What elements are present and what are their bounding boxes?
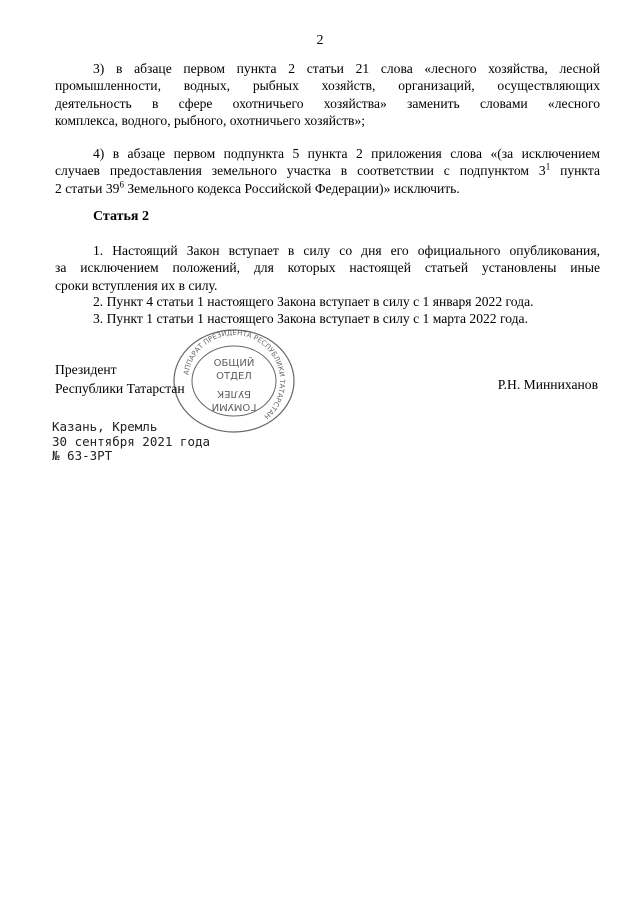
text-span: случаев предоставления земельного участка в соответствии с подпунктом 3 xyxy=(55,163,546,179)
paragraph-line: за исключением положений, для которых настоящей статьей установлены иные xyxy=(55,260,600,276)
paragraph-line xyxy=(55,180,600,197)
stamp-ring-text: АППАРАТ ПРЕЗИДЕНТА РЕСПУБЛИКИ ТАТАРСТАН xyxy=(182,328,287,421)
paragraph-item-3 xyxy=(55,60,600,129)
paragraph-line: 4) в абзаце первом подпункта 5 пункта 2 приложения слова «(за исключением xyxy=(93,146,600,161)
article-item-1 xyxy=(55,242,600,294)
stamp-line-inverted: БУЛЕК xyxy=(217,388,251,399)
stamp-line-inverted: ГОМУМИ xyxy=(211,401,257,412)
text-span: Земельного кодекса Российской Федерации)» исключить. xyxy=(123,180,460,196)
stamp-line: ОБЩИЙ xyxy=(213,358,255,369)
paragraph-line: комплекса, водного, рыбного, охотничьего хозяйств»; xyxy=(55,112,366,128)
document-meta xyxy=(52,420,210,464)
text-span: 2 статьи 39 xyxy=(55,180,120,196)
text-span: пункта xyxy=(550,163,600,179)
signatory-name: Р.Н. Минниханов xyxy=(497,377,598,392)
signature-role xyxy=(55,360,185,398)
paragraph-line: сроки вступления их в силу. xyxy=(55,277,218,293)
signature-role-line: Республики Татарстан xyxy=(55,381,185,396)
meta-place: Казань, Кремль xyxy=(52,419,158,434)
superscript: 6 xyxy=(119,179,124,190)
signature-role-line: Президент xyxy=(55,362,117,377)
paragraph-line xyxy=(55,162,600,179)
stamp-line: ОТДЕЛ xyxy=(216,371,252,382)
page-number: 2 xyxy=(316,33,324,48)
article-heading: Статья 2 xyxy=(93,209,149,224)
article-item-2: 2. Пункт 4 статьи 1 настоящего Закона вступает в силу с 1 января 2022 года. xyxy=(93,294,534,309)
paragraph-item-4 xyxy=(55,145,600,197)
paragraph-line: 1. Настоящий Закон вступает в силу со дня его официального опубликования, xyxy=(93,243,600,258)
paragraph-line: промышленности, водных, рыбных хозяйств, организаций, осуществляющих xyxy=(55,78,600,94)
paragraph-line: деятельность в сфере охотничьего хозяйства» заменить словами «лесного xyxy=(55,95,600,111)
meta-date: 30 сентября 2021 года xyxy=(52,433,211,449)
paragraph-line: 3) в абзаце первом пункта 2 статьи 21 слова «лесного хозяйства, лесной xyxy=(93,61,600,76)
article-item-3: 3. Пункт 1 статьи 1 настоящего Закона вступает в силу с 1 марта 2022 года. xyxy=(93,311,528,326)
superscript: 1 xyxy=(545,161,551,172)
meta-number: № 63-ЗРТ xyxy=(52,448,113,463)
